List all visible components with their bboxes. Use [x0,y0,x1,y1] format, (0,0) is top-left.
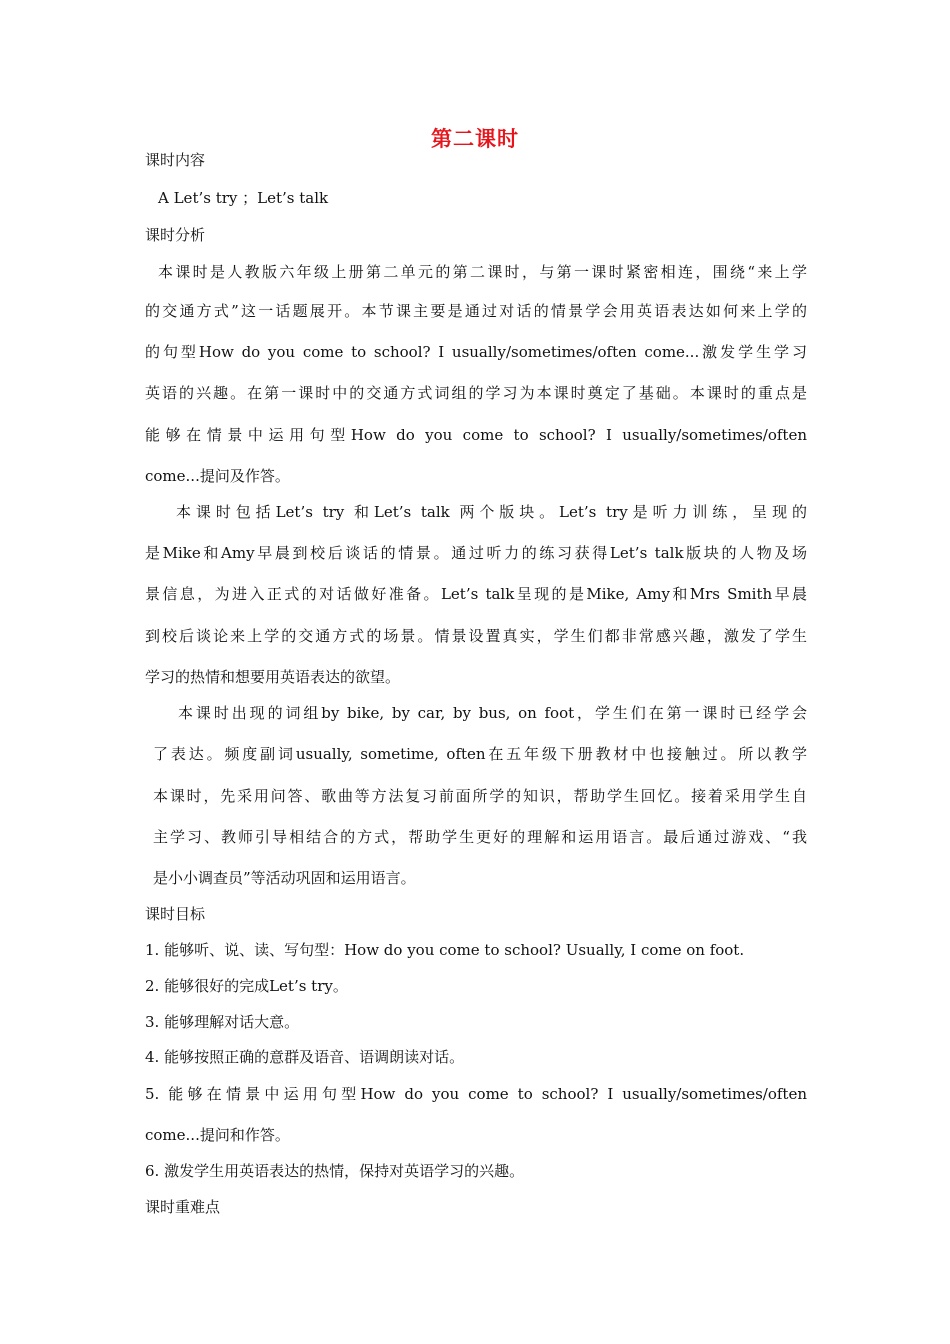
goal-item-5: 5. 能够在情景中运用句型How do you come to school? I usually/sometimes/often [145,1085,807,1103]
analysis-p2-line: 学习的热情和想要用英语表达的欲望。 [145,668,401,686]
goal-item-4: 4. 能够按照正确的意群及语音、语调朗读对话。 [145,1048,465,1066]
goal-item-5-continued: come...提问和作答。 [145,1126,290,1144]
analysis-p1-line: come...提问及作答。 [145,467,290,485]
analysis-p3-line: 本课时出现的词组by bike, by car, by bus, on foot，学生们在第一课时已经学会 [178,704,807,722]
section-heading-analysis: 课时分析 [145,226,206,244]
analysis-p3-line: 本课时，先采用问答、歌曲等方法复习前面所学的知识，帮助学生回忆。接着采用学生自 [153,787,807,805]
analysis-p2-line: 到校后谈论来上学的交通方式的场景。情景设置真实，学生们都非常感兴趣，激发了学生 [145,627,807,645]
goal-item-6: 6. 激发学生用英语表达的热情，保持对英语学习的兴趣。 [145,1162,525,1180]
goal-item-2: 2. 能够很好的完成Let’s try。 [145,977,348,995]
section-heading-goals: 课时目标 [145,905,206,923]
page-title: 第二课时 [431,127,519,151]
section-heading-difficulty: 课时重难点 [145,1198,221,1216]
analysis-p1-line: 能够在情景中运用句型How do you come to school? I usually/sometimes/often [145,426,807,444]
content-text: A Let’s try ；Let’s talk [158,189,329,207]
analysis-p2-line: 是Mike和Amy早晨到校后谈话的情景。通过听力的练习获得Let’s talk版块的人物及场 [145,544,807,562]
goal-item-1: 1. 能够听、说、读、写句型：How do you come to school? Usually, I come on foot. [145,941,745,959]
analysis-p1-line: 英语的兴趣。在第一课时中的交通方式词组的学习为本课时奠定了基础。本课时的重点是 [145,384,807,402]
analysis-p1-line: 本课时是人教版六年级上册第二单元的第二课时，与第一课时紧密相连，围绕“来上学 [158,263,807,281]
analysis-p2-line: 本课时包括Let’s try 和Let’s talk 两个版块。Let’s try是听力训练，呈现的 [176,503,807,521]
analysis-p3-line: 了表达。频度副词usually, sometime, often在五年级下册教材中也接触过。所以教学 [153,745,807,763]
analysis-p3-line: 主学习、教师引导相结合的方式，帮助学生更好的理解和运用语言。最后通过游戏、“我 [153,828,807,846]
analysis-p1-line: 的句型How do you come to school? I usually/sometimes/often come...激发学生学习 [145,343,807,361]
section-heading-content: 课时内容 [145,151,206,169]
analysis-p1-line: 的交通方式”这一话题展开。本节课主要是通过对话的情景学会用英语表达如何来上学的 [145,302,807,320]
analysis-p2-line: 景信息，为进入正式的对话做好准备。Let’s talk呈现的是Mike, Amy和Mrs Smith早晨 [145,585,807,603]
goal-item-3: 3. 能够理解对话大意。 [145,1013,300,1031]
analysis-p3-line: 是小小调查员”等活动巩固和运用语言。 [153,869,416,887]
